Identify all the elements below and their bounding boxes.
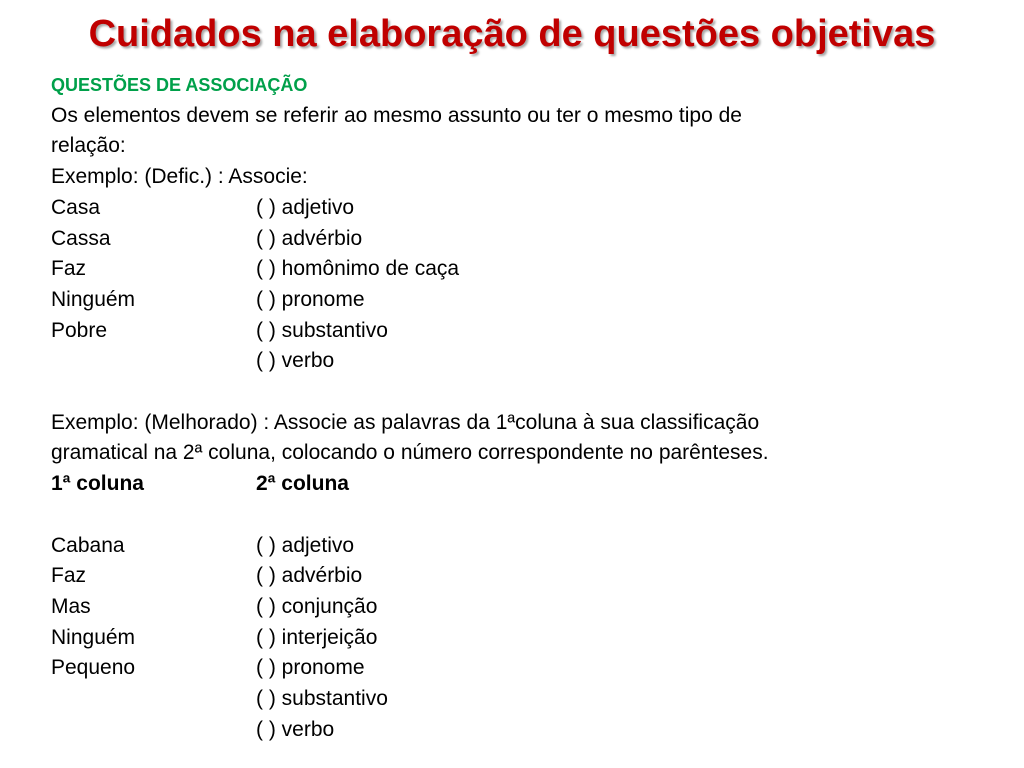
example1-row xyxy=(51,224,981,255)
example1-left-item: Casa xyxy=(51,195,101,219)
example2-row xyxy=(51,561,981,592)
example1-left-item: Cassa xyxy=(51,226,111,250)
example1-right-item: ( ) substantivo xyxy=(256,318,388,342)
example2-left-item: Mas xyxy=(51,594,91,618)
example2-right-item: ( ) verbo xyxy=(256,717,335,741)
example1-left-item xyxy=(51,346,256,377)
example1-row xyxy=(51,193,981,224)
example1-row xyxy=(51,254,981,285)
example2-row xyxy=(51,592,981,623)
example1-left-item: Faz xyxy=(51,257,87,281)
example1-right-item: ( ) advérbio xyxy=(256,226,363,250)
column-header-1: 1ª coluna xyxy=(51,472,144,496)
example1-left-item: Ninguém xyxy=(51,287,136,311)
example2-right-item: ( ) pronome xyxy=(256,656,365,680)
example2-right-item: ( ) conjunção xyxy=(256,594,378,618)
example1-right-item: ( ) verbo xyxy=(256,349,335,373)
example2-instruction: gramatical na 2ª coluna, colocando o número correspondente no parênteses. xyxy=(51,441,769,465)
example1-right-item: ( ) pronome xyxy=(256,287,365,311)
example1-right-item: ( ) adjetivo xyxy=(256,195,355,219)
example2-right-item: ( ) substantivo xyxy=(256,687,388,711)
intro-line: Os elementos devem se referir ao mesmo assunto ou ter o mesmo tipo de xyxy=(51,103,742,127)
example2-right-item: ( ) adjetivo xyxy=(256,533,355,557)
example2-row xyxy=(51,623,981,654)
example2-left-item: Faz xyxy=(51,564,87,588)
spacer xyxy=(51,500,981,531)
example1-list xyxy=(51,193,981,377)
example1-left-item: Pobre xyxy=(51,318,108,342)
example1-row xyxy=(51,285,981,316)
example2-left-item: Cabana xyxy=(51,533,125,557)
slide-body xyxy=(51,70,981,745)
column-headers xyxy=(51,469,981,500)
section-heading: QUESTÕES DE ASSOCIAÇÃO xyxy=(51,75,308,95)
column-header-2: 2ª coluna xyxy=(256,472,349,496)
example2-left-item: Pequeno xyxy=(51,656,136,680)
slide-title: Cuidados na elaboração de questões objetivas xyxy=(88,13,936,55)
example2-left-item: Ninguém xyxy=(51,625,136,649)
example2-instruction: Exemplo: (Melhorado) : Associe as palavras da 1ªcoluna à sua classificação xyxy=(51,410,760,434)
intro-line: relação: xyxy=(51,134,126,158)
example2-row xyxy=(51,684,981,715)
example2-row xyxy=(51,653,981,684)
example2-list xyxy=(51,531,981,746)
example1-label: Exemplo: (Defic.) : Associe: xyxy=(51,165,308,189)
example2-left-item xyxy=(51,715,256,746)
example2-left-item xyxy=(51,684,256,715)
example1-row xyxy=(51,316,981,347)
example2-row xyxy=(51,715,981,746)
example2-right-item: ( ) interjeição xyxy=(256,625,378,649)
example1-row xyxy=(51,346,981,377)
example2-right-item: ( ) advérbio xyxy=(256,564,363,588)
spacer xyxy=(51,377,981,408)
example1-right-item: ( ) homônimo de caça xyxy=(256,257,460,281)
example2-row xyxy=(51,531,981,562)
